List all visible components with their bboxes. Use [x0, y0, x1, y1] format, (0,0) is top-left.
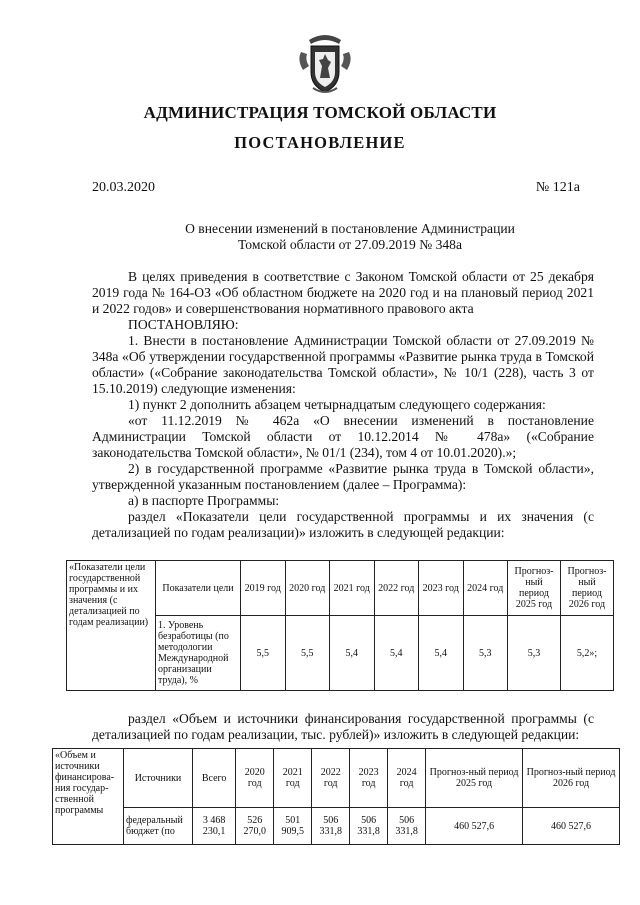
table-header: 2020 год	[285, 561, 330, 616]
table-header: 2021 год	[330, 561, 375, 616]
table-header: 2022 год	[374, 561, 419, 616]
paragraph: раздел «Показатели цели государственной программы и их значения (с детализацией по годам реализации)» изложить в следующей редакции:	[92, 509, 594, 540]
table-cell: 460 527,6	[523, 808, 620, 845]
table-cell: 5,5	[285, 616, 330, 691]
table-cell: 5,4	[419, 616, 464, 691]
table-cell: 5,3	[508, 616, 561, 691]
paragraph: раздел «Объем и источники финансирования государственной программы (с детализацией по годам реализации, тыс. рублей)» изложить в следующей редакции:	[92, 711, 594, 742]
table-cell: 3 468 230,1	[193, 808, 236, 845]
paragraph: 1) пункт 2 дополнить абзацем четырнадцатым следующего содержания:	[128, 397, 546, 412]
document-subject	[120, 221, 580, 253]
table-header: Прогноз-ный период 2025 год	[508, 561, 561, 616]
table-header: 2021 год	[274, 749, 312, 808]
document-number: № 121а	[535, 180, 580, 195]
indicators-table	[66, 560, 614, 691]
organization-title: АДМИНИСТРАЦИЯ ТОМСКОЙ ОБЛАСТИ	[143, 103, 497, 122]
table-cell: 526 270,0	[236, 808, 274, 845]
table-header: Прогноз-ный период 2026 год	[523, 749, 620, 808]
table-header: Прогноз-ный период 2026 год	[561, 561, 614, 616]
table-header: 2022 год	[312, 749, 350, 808]
paragraph: «от 11.12.2019 № 462а «О внесении изменений в постановление Администрации Томской области от 10.12.2014 № 478а» («Собрание законодательства Томской области», № 01/1 (234), том 4 от 10.01.2020).»;	[92, 413, 594, 460]
document-date: 20.03.2020	[92, 180, 155, 195]
table-cell: 5,2»;	[561, 616, 614, 691]
paragraph: 1. Внести в постановление Администрации Томской области от 27.09.2019 № 348а «Об утверждении государственной программы «Развитие рынка труда в Томской области» («Собрание законодательства Томской области», № 10/1 (228), часть 3 от 15.10.2019) следующие изменения:	[92, 333, 594, 396]
document-body-continued	[92, 711, 594, 743]
table-header: 2023 год	[419, 561, 464, 616]
paragraph: а) в паспорте Программы:	[128, 493, 280, 508]
coat-of-arms-icon	[295, 30, 355, 96]
table-header: 2024 год	[463, 561, 508, 616]
paragraph: В целях приведения в соответствие с Законом Томской области от 25 декабря 2019 года № 164-ОЗ «Об областном бюджете на 2020 год и на плановый период 2021 и 2022 годов» и совершенствования нормативного правового акта	[92, 269, 594, 316]
document-type: ПОСТАНОВЛЕНИЕ	[234, 133, 406, 152]
table-cell: 506 331,8	[388, 808, 426, 845]
table-cell: 460 527,6	[426, 808, 523, 845]
table-cell: 5,3	[463, 616, 508, 691]
table-header: 2019 год	[241, 561, 286, 616]
document-body	[92, 269, 594, 541]
table-header: Показатели цели	[156, 561, 241, 616]
table-source: федеральный бюджет (по	[124, 808, 193, 845]
table-header: 2020 год	[236, 749, 274, 808]
table-cell: 5,5	[241, 616, 286, 691]
financing-table	[52, 748, 620, 845]
table-header: 2023 год	[350, 749, 388, 808]
table-cell: 501 909,5	[274, 808, 312, 845]
table-row-label: «Показатели цели государственной программы и их значения (с детализацией по годам реализации)	[67, 561, 156, 691]
subject-line-2: Томской области от 27.09.2019 № 348а	[238, 237, 462, 252]
table-cell: 506 331,8	[350, 808, 388, 845]
paragraph: 2) в государственной программе «Развитие рынка труда в Томской области», утвержденной указанным постановлением (далее – Программа):	[92, 461, 594, 492]
table-header: Прогноз-ный период 2025 год	[426, 749, 523, 808]
table-cell: 5,4	[330, 616, 375, 691]
paragraph: ПОСТАНОВЛЯЮ:	[128, 317, 239, 332]
table-cell: 506 331,8	[312, 808, 350, 845]
table-row-label: «Объем и источники финансирова-ния государ-ственной программы	[53, 749, 124, 845]
table-header: Всего	[193, 749, 236, 808]
table-indicator: 1. Уровень безработицы (по методологии Международной организации труда), %	[156, 616, 241, 691]
table-header: 2024 год	[388, 749, 426, 808]
table-cell: 5,4	[374, 616, 419, 691]
table-header: Источники	[124, 749, 193, 808]
subject-line-1: О внесении изменений в постановление Администрации	[185, 221, 515, 236]
